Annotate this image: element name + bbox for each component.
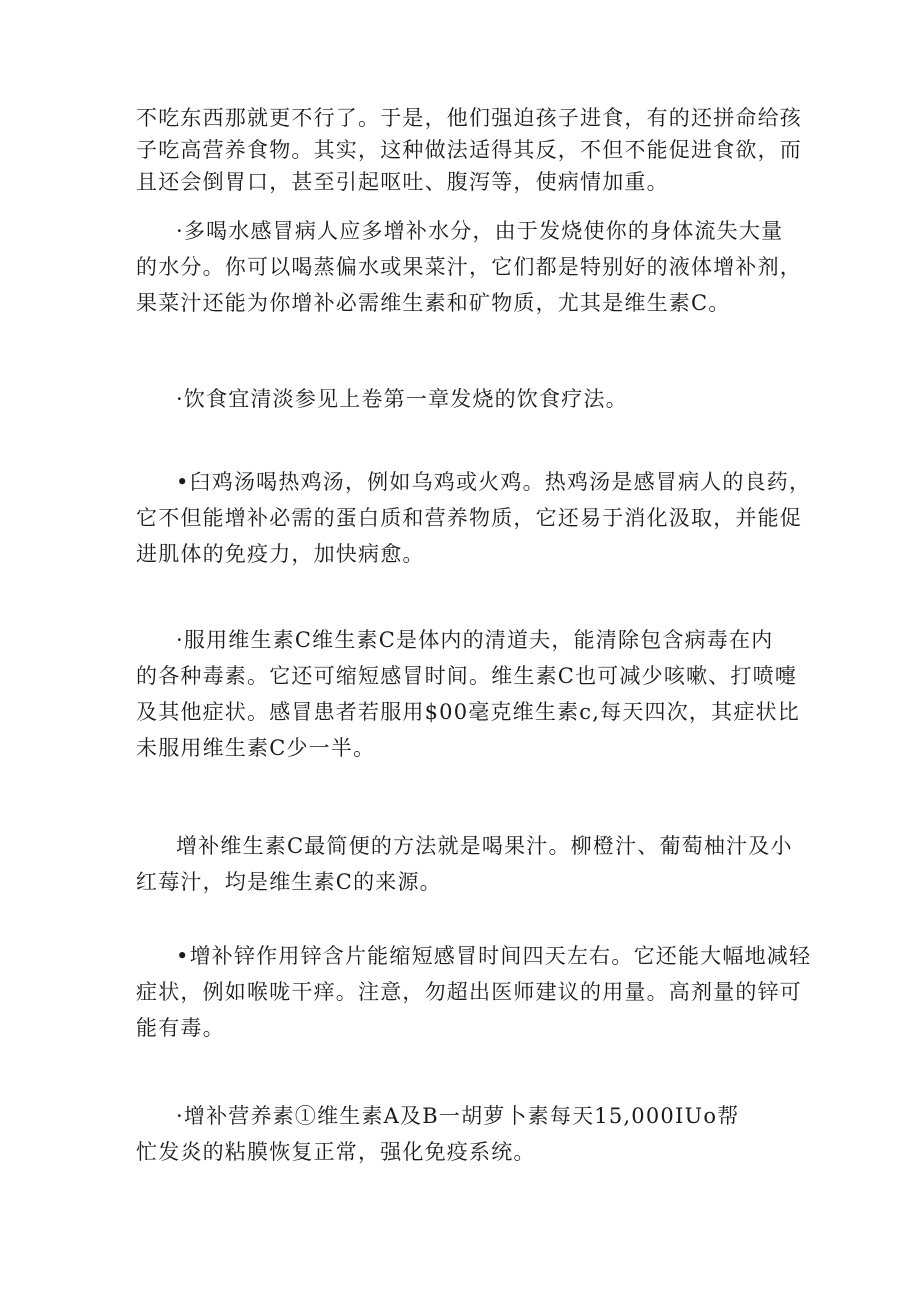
paragraph-juice xyxy=(136,828,796,900)
text-line: 增补维生素C最简便的方法就是喝果汁。柳橙汁、葡萄柚汁及小 xyxy=(176,834,793,858)
text-line: 的各种毒素。它还可缩短感冒时间。维生素C也可减少咳嗽、打喷嚏 xyxy=(136,664,798,688)
text-line: 且还会倒胃口，甚至引起呕吐、腹泻等，使病情加重。 xyxy=(136,170,669,194)
text-line: ·增补营养素①维生素A及B一胡萝卜素每天15,000IUo帮 xyxy=(176,1104,740,1128)
text-line: 子吃高营养食物。其实，这种做法适得其反，不但不能促进食欲，而 xyxy=(136,138,802,162)
text-line: 进肌体的免疫力，加快病愈。 xyxy=(136,542,425,566)
text-line: 它不但能增补必需的蛋白质和营养物质，它还易于消化汲取，并能促 xyxy=(136,506,802,530)
text-line: 果菜汁还能为你增补必需维生素和矿物质，尤其是维生素C。 xyxy=(136,291,731,315)
paragraph-drink-water xyxy=(136,213,802,321)
paragraph-light-diet xyxy=(136,383,796,415)
paragraph-chicken-soup xyxy=(136,464,812,572)
text-line: 未服用维生素C少一半。 xyxy=(136,736,376,760)
text-line: 及其他症状。感冒患者若服用$00毫克维生素c,每天四次，其症状比 xyxy=(136,700,800,724)
text-line: 红莓汁，均是维生素C的来源。 xyxy=(136,870,442,894)
text-line: ·饮食宜清淡参见上卷第一章发烧的饮食疗法。 xyxy=(176,387,628,411)
text-line: 的水分。你可以喝蒸偏水或果菜汁，它们都是特别好的液体增补剂， xyxy=(136,255,802,279)
paragraph-nutrients xyxy=(136,1098,796,1170)
text-line: ·服用维生素C维生素C是体内的清道夫，能清除包含病毒在内 xyxy=(176,628,774,652)
paragraph-continuation xyxy=(136,102,802,198)
text-line: 不吃东西那就更不行了。于是，他们强迫孩子进食，有的还拼命给孩 xyxy=(136,106,802,130)
text-line: 忙发炎的粘膜恢复正常，强化免疫系统。 xyxy=(136,1140,536,1164)
text-line: •增补锌作用锌含片能缩短感冒时间四天左右。它还能大幅地减轻 xyxy=(176,944,812,968)
text-line: 症状，例如喉咙干痒。注意，勿超出医师建议的用量。高剂量的锌可 xyxy=(136,980,802,1004)
paragraph-zinc xyxy=(136,938,812,1046)
text-line: •臼鸡汤喝热鸡汤，例如乌鸡或火鸡。热鸡汤是感冒病人的良药， xyxy=(176,470,812,494)
text-line: ·多喝水感冒病人应多增补水分，由于发烧使你的身体流失大量 xyxy=(176,219,784,243)
text-line: 能有毒。 xyxy=(136,1016,225,1040)
paragraph-vitamin-c xyxy=(136,622,800,766)
